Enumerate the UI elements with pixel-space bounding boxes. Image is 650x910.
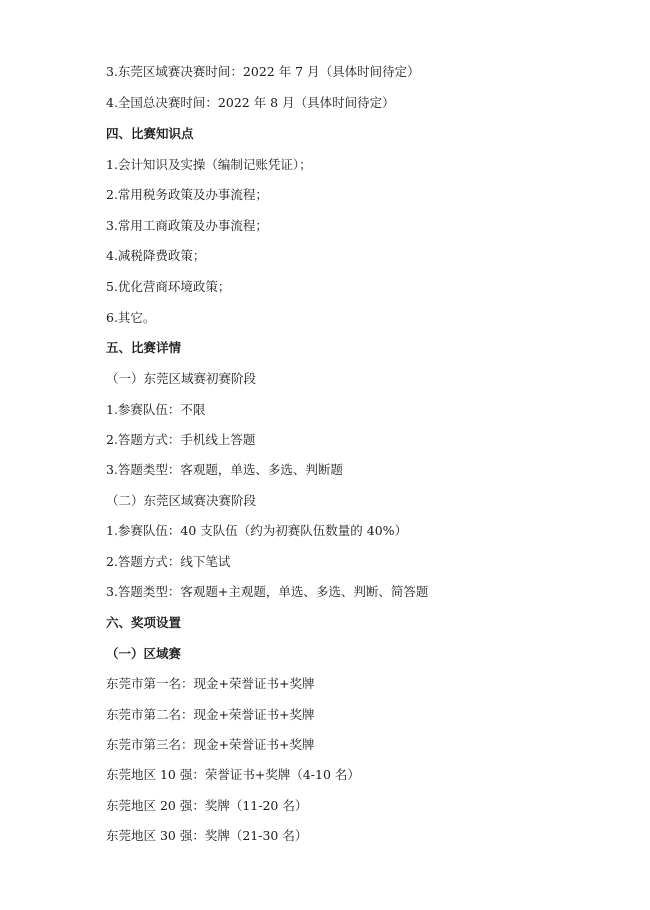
award-line-2: 东莞市第二名：现金+荣誉证书+奖牌 bbox=[106, 707, 315, 722]
section-heading-4: 四、比赛知识点 bbox=[106, 126, 194, 141]
text-line-9: 1.参赛队伍：不限 bbox=[106, 402, 206, 417]
award-line-3: 东莞市第三名：现金+荣誉证书+奖牌 bbox=[106, 737, 315, 752]
text-line-3: 1.会计知识及实操（编制记账凭证）； bbox=[106, 157, 312, 172]
subsection-title-1: （一）东莞区域赛初赛阶段 bbox=[106, 371, 257, 386]
subsection-heading-regional: （一）区域赛 bbox=[106, 646, 182, 661]
section-heading-5: 五、比赛详情 bbox=[106, 340, 182, 355]
text-line-11: 3.答题类型：客观题，单选、多选、判断题 bbox=[106, 462, 343, 477]
text-line-5: 3.常用工商政策及办事流程； bbox=[106, 218, 268, 233]
text-line-8: 6.其它。 bbox=[106, 310, 156, 325]
award-line-6: 东莞地区 30 强：奖牌（21-30 名） bbox=[106, 828, 308, 843]
text-line-7: 5.优化营商环境政策； bbox=[106, 279, 231, 294]
text-line-4: 2.常用税务政策及办事流程； bbox=[106, 187, 268, 202]
text-line-13: 2.答题方式：线下笔试 bbox=[106, 554, 231, 569]
award-line-4: 东莞地区 10 强：荣誉证书+奖牌（4-10 名） bbox=[106, 767, 360, 782]
text-line-10: 2.答题方式：手机线上答题 bbox=[106, 432, 256, 447]
text-line-12: 1.参赛队伍：40 支队伍（约为初赛队伍数量的 40%） bbox=[106, 523, 408, 538]
text-line-6: 4.减税降费政策； bbox=[106, 248, 206, 263]
section-heading-6: 六、奖项设置 bbox=[106, 615, 182, 630]
award-line-1: 东莞市第一名：现金+荣誉证书+奖牌 bbox=[106, 676, 315, 691]
award-line-5: 东莞地区 20 强：奖牌（11-20 名） bbox=[106, 798, 308, 813]
subsection-title-2: （二）东莞区域赛决赛阶段 bbox=[106, 493, 257, 508]
text-line-2: 4.全国总决赛时间：2022 年 8 月（具体时间待定） bbox=[106, 95, 395, 110]
text-line-1: 3.东莞区域赛决赛时间：2022 年 7 月（具体时间待定） bbox=[106, 64, 420, 79]
text-line-14: 3.答题类型：客观题+主观题，单选、多选、判断、简答题 bbox=[106, 584, 429, 599]
